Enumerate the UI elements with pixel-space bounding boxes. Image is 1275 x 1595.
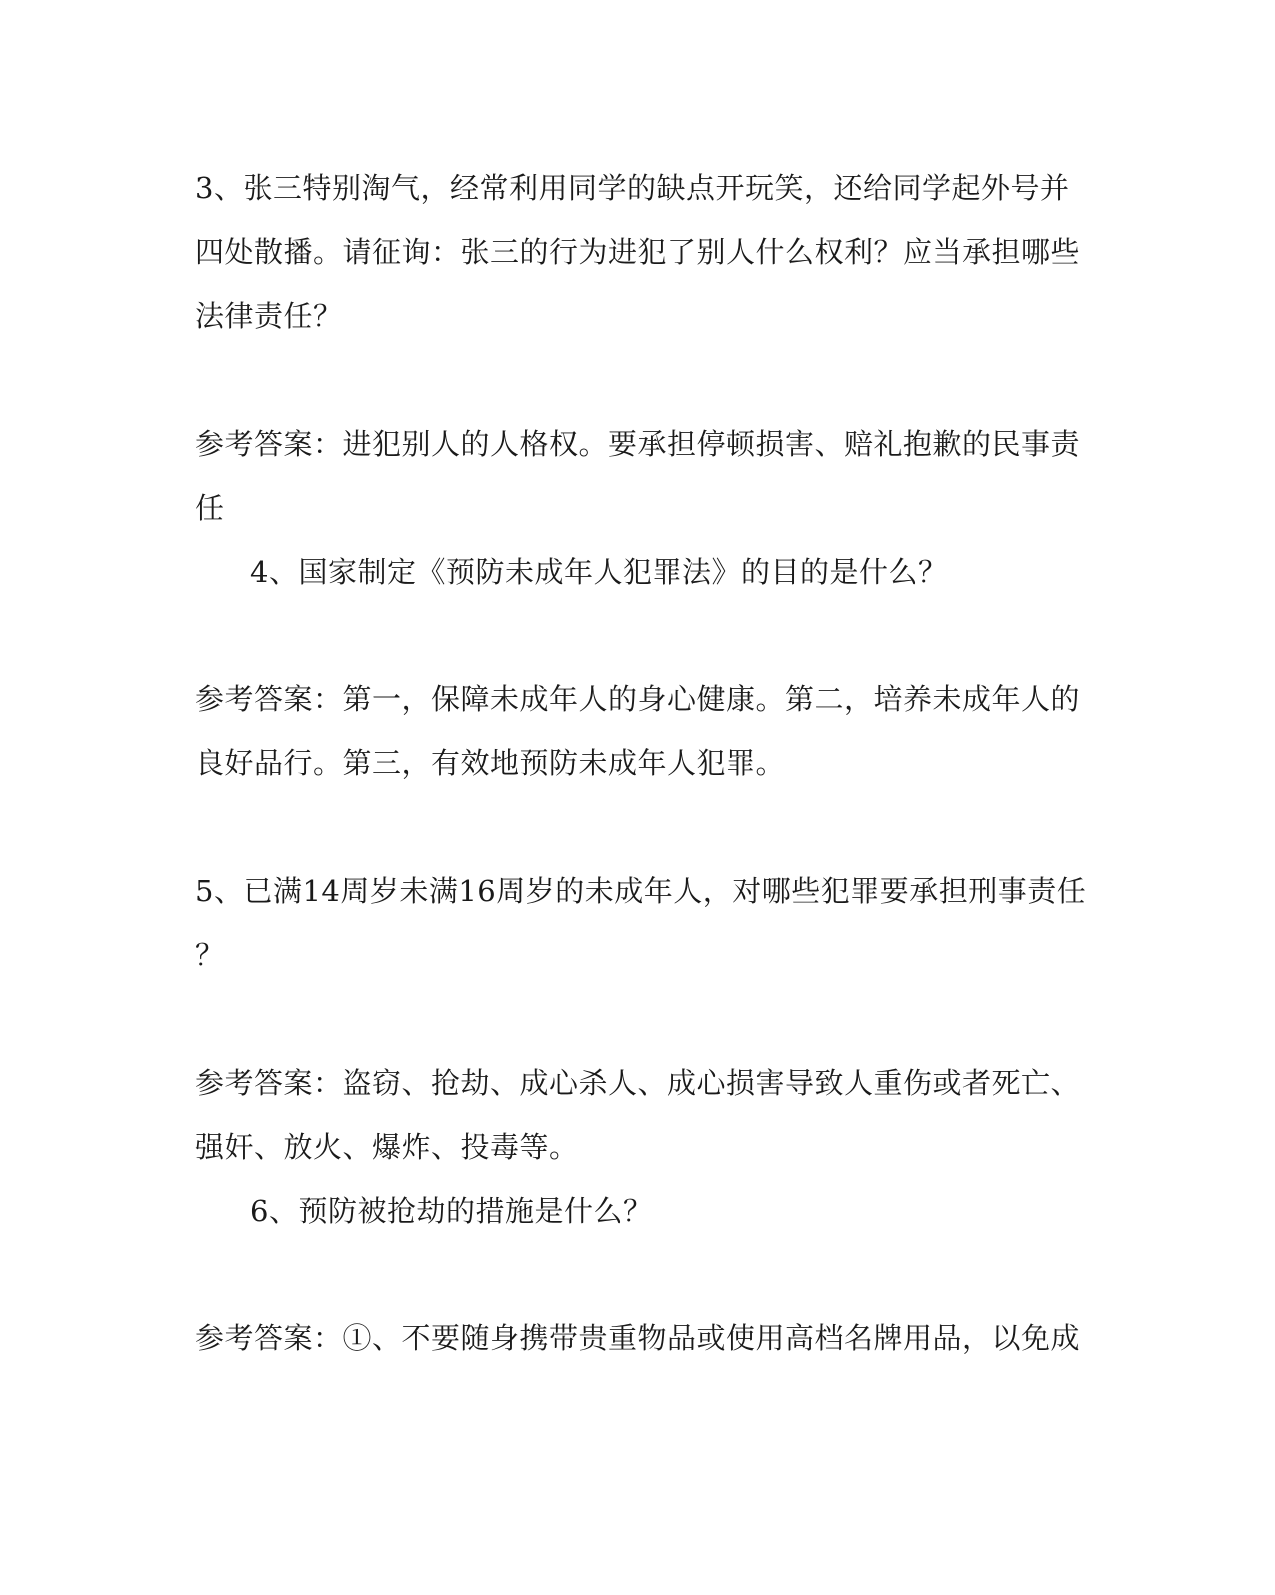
- answer-6-line-1: 参考答案：①、不要随身携带贵重物品或使用高档名牌用品，以免成: [195, 1321, 1081, 1355]
- question-5-line-1: 5、已满14周岁未满16周岁的未成年人，对哪些犯罪要承担刑事责任: [195, 874, 1087, 908]
- answer-3-line-2: 任: [195, 491, 225, 525]
- answer-3-line-1: 参考答案：进犯别人的人格权。要承担停顿损害、赔礼抱歉的民事责: [195, 427, 1081, 461]
- answer-5-line-2: 强奸、放火、爆炸、投毒等。: [195, 1130, 579, 1164]
- question-6: 6、预防被抢劫的措施是什么？: [250, 1194, 653, 1228]
- question-3-line-3: 法律责任？: [195, 299, 343, 333]
- question-3-line-1: 3、张三特别淘气，经常利用同学的缺点开玩笑，还给同学起外号并: [195, 171, 1070, 205]
- question-3-line-2: 四处散播。请征询：张三的行为进犯了别人什么权利？应当承担哪些: [195, 235, 1081, 269]
- answer-5-line-1: 参考答案：盗窃、抢劫、成心杀人、成心损害导致人重伤或者死亡、: [195, 1066, 1081, 1100]
- answer-4-line-2: 良好品行。第三，有效地预防未成年人犯罪。: [195, 746, 786, 780]
- question-4: 4、国家制定《预防未成年人犯罪法》的目的是什么？: [250, 555, 948, 589]
- question-5-line-2: ？: [195, 938, 225, 972]
- answer-4-line-1: 参考答案：第一，保障未成年人的身心健康。第二，培养未成年人的: [195, 682, 1081, 716]
